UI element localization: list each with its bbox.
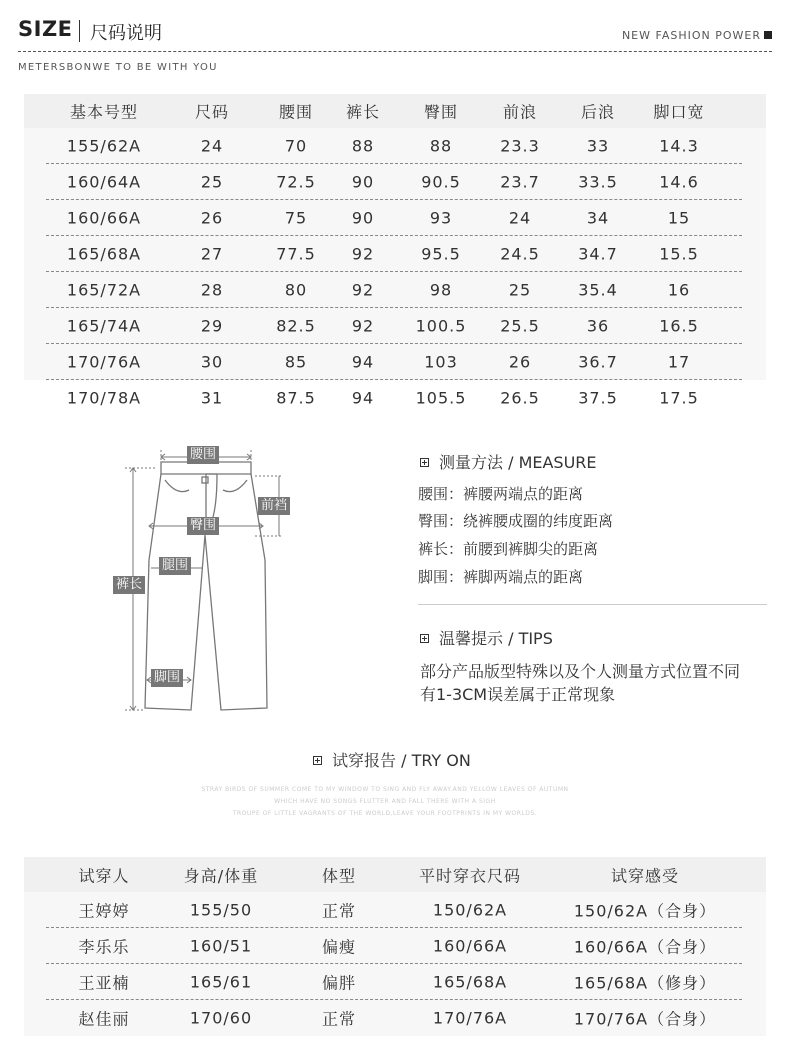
cell-body-type: 正常 [321, 901, 357, 921]
cell-body-type: 正常 [321, 1009, 357, 1029]
cell-length: 92 [351, 316, 375, 336]
cell-hip: 95.5 [421, 244, 461, 264]
cell-hip: 93 [429, 208, 453, 228]
hem-label: 脚围 [151, 669, 183, 687]
tryon-title: 试穿报告 / TRY ON [332, 751, 471, 770]
cell-length: 90 [351, 172, 375, 192]
col-back-rise: 后浪 [580, 102, 616, 122]
col-fit-feel: 试穿感受 [610, 866, 680, 885]
cell-usual-size: 170/76A [432, 1008, 508, 1028]
cell-hem-width: 17 [667, 352, 691, 372]
cell-hip: 100.5 [415, 316, 467, 336]
decorative-text: STRAY BIRDS OF SUMMER COME TO MY WINDOW TO SING AND FLY AWAY.AND YELLOW LEAVES OF AUTUMN [201, 786, 569, 793]
size-guide-title: 尺码说明 [90, 23, 162, 44]
col-hip: 臀围 [423, 102, 459, 122]
col-waist: 腰围 [278, 102, 314, 122]
cell-fit-feel: 170/76A（合身） [573, 1009, 717, 1029]
cell-length: 92 [351, 280, 375, 300]
cell-body-type: 偏胖 [321, 973, 357, 993]
cell-back-rise: 33.5 [578, 172, 618, 192]
cell-basic-size: 170/78A [66, 388, 142, 408]
slogan-text: NEW FASHION POWER [621, 29, 761, 42]
tips-line: 有1-3CM误差属于正常现象 [420, 685, 616, 704]
cell-length: 90 [351, 208, 375, 228]
cell-basic-size: 170/76A [66, 352, 142, 372]
table-row [24, 236, 766, 272]
decorative-text: WHICH HAVE NO SONGS FLUTTER AND FALL THERE WITH A SIGH [274, 798, 496, 805]
brand-subtitle: METERSBONWE TO BE WITH YOU [18, 62, 218, 73]
measure-line: 脚围：裤脚两端点的距离 [418, 568, 584, 586]
size-table [24, 94, 766, 416]
cell-back-rise: 37.5 [578, 388, 618, 408]
cell-waist: 70 [284, 136, 308, 156]
pants-diagram [105, 440, 305, 720]
cell-tester: 王亚楠 [78, 973, 130, 993]
cell-waist: 72.5 [276, 172, 316, 192]
thigh-label: 腿围 [159, 557, 191, 575]
table-row [24, 1000, 766, 1036]
cell-hip: 105.5 [415, 388, 467, 408]
cell-hip: 90.5 [421, 172, 461, 192]
cell-back-rise: 35.4 [578, 280, 618, 300]
cell-back-rise: 36 [586, 316, 610, 336]
cell-basic-size: 165/72A [66, 280, 142, 300]
col-tester: 试穿人 [78, 866, 130, 885]
measure-title: 测量方法 / MEASURE [439, 453, 597, 472]
tips-heading [420, 626, 553, 649]
cell-height-weight: 165/61 [189, 972, 253, 992]
header-separator [79, 20, 80, 42]
cell-length: 88 [351, 136, 375, 156]
cell-hem-width: 16 [667, 280, 691, 300]
cell-back-rise: 33 [586, 136, 610, 156]
cell-tester: 赵佳丽 [78, 1009, 130, 1029]
col-basic-size: 基本号型 [69, 102, 139, 122]
length-label: 裤长 [113, 576, 145, 594]
front-rise-label: 前裆 [258, 497, 290, 515]
measure-line: 臀围：绕裤腰成圈的纬度距离 [418, 512, 614, 530]
col-length: 裤长 [345, 102, 381, 122]
section-divider [418, 604, 767, 605]
cell-size: 26 [200, 208, 224, 228]
tips-line: 部分产品版型特殊以及个人测量方式位置不同 [420, 662, 741, 681]
measure-heading [420, 450, 597, 473]
cell-fit-feel: 160/66A（合身） [573, 937, 717, 957]
cell-size: 25 [200, 172, 224, 192]
cell-waist: 75 [284, 208, 308, 228]
cell-front-rise: 24.5 [500, 244, 540, 264]
cell-hip: 98 [429, 280, 453, 300]
waist-label: 腰围 [187, 446, 219, 464]
cell-basic-size: 165/68A [66, 244, 142, 264]
cell-basic-size: 160/66A [66, 208, 142, 228]
cell-fit-feel: 150/62A（合身） [573, 901, 717, 921]
cell-height-weight: 160/51 [189, 936, 253, 956]
table-row [24, 272, 766, 308]
plus-square-icon [420, 634, 429, 643]
cell-size: 28 [200, 280, 224, 300]
col-body-type: 体型 [321, 866, 357, 885]
cell-front-rise: 25.5 [500, 316, 540, 336]
cell-height-weight: 155/50 [189, 900, 253, 920]
cell-front-rise: 23.3 [500, 136, 540, 156]
cell-hem-width: 17.5 [659, 388, 699, 408]
size-table-header [24, 94, 766, 128]
tryon-table-header [24, 857, 766, 892]
cell-basic-size: 165/74A [66, 316, 142, 336]
decorative-text: TROUPE OF LITTLE VAGRANTS OF THE WORLD,LEAVE YOUR FOOTPRINTS IN MY WORLDS. [232, 810, 538, 817]
cell-hem-width: 14.3 [659, 136, 699, 156]
plus-square-icon [313, 756, 322, 765]
col-hem-width: 脚口宽 [653, 102, 705, 122]
tips-title: 温馨提示 / TIPS [439, 629, 553, 648]
cell-height-weight: 170/60 [189, 1008, 253, 1028]
cell-fit-feel: 165/68A（修身） [573, 973, 717, 993]
cell-waist: 82.5 [276, 316, 316, 336]
cell-front-rise: 26 [508, 352, 532, 372]
cell-basic-size: 155/62A [66, 136, 142, 156]
header-divider [18, 51, 772, 52]
cell-front-rise: 23.7 [500, 172, 540, 192]
cell-back-rise: 36.7 [578, 352, 618, 372]
table-row [24, 308, 766, 344]
cell-front-rise: 24 [508, 208, 532, 228]
col-height-weight: 身高/体重 [183, 866, 259, 885]
size-heading: SIZE [18, 17, 73, 41]
col-front-rise: 前浪 [502, 102, 538, 122]
square-icon [764, 31, 772, 39]
cell-usual-size: 160/66A [432, 936, 508, 956]
table-row [24, 200, 766, 236]
cell-hem-width: 15.5 [659, 244, 699, 264]
table-row [24, 128, 766, 164]
cell-front-rise: 26.5 [500, 388, 540, 408]
cell-waist: 80 [284, 280, 308, 300]
cell-waist: 77.5 [276, 244, 316, 264]
cell-front-rise: 25 [508, 280, 532, 300]
table-row [24, 380, 766, 416]
cell-size: 31 [200, 388, 224, 408]
cell-size: 27 [200, 244, 224, 264]
slogan [622, 29, 772, 42]
cell-size: 24 [200, 136, 224, 156]
table-row [24, 344, 766, 380]
table-row [24, 964, 766, 1000]
tryon-heading [313, 748, 471, 771]
measure-line: 腰围：裤腰两端点的距离 [418, 485, 584, 503]
hip-label: 臀围 [187, 517, 219, 535]
cell-hem-width: 14.6 [659, 172, 699, 192]
plus-square-icon [420, 458, 429, 467]
cell-length: 94 [351, 388, 375, 408]
cell-back-rise: 34 [586, 208, 610, 228]
cell-back-rise: 34.7 [578, 244, 618, 264]
cell-tester: 李乐乐 [78, 937, 130, 957]
table-row [24, 892, 766, 928]
table-row [24, 928, 766, 964]
col-size: 尺码 [194, 102, 230, 122]
tryon-table [24, 857, 766, 1036]
cell-length: 92 [351, 244, 375, 264]
cell-hem-width: 15 [667, 208, 691, 228]
cell-length: 94 [351, 352, 375, 372]
cell-size: 29 [200, 316, 224, 336]
tips-text [420, 660, 740, 706]
cell-waist: 87.5 [276, 388, 316, 408]
cell-waist: 85 [284, 352, 308, 372]
cell-hip: 88 [429, 136, 453, 156]
cell-size: 30 [200, 352, 224, 372]
cell-hip: 103 [424, 352, 458, 372]
cell-usual-size: 150/62A [432, 900, 508, 920]
table-row [24, 164, 766, 200]
cell-body-type: 偏瘦 [321, 937, 357, 957]
cell-basic-size: 160/64A [66, 172, 142, 192]
cell-usual-size: 165/68A [432, 972, 508, 992]
col-usual-size: 平时穿衣尺码 [418, 866, 522, 885]
cell-tester: 王婷婷 [78, 901, 130, 921]
cell-hem-width: 16.5 [659, 316, 699, 336]
measure-line: 裤长：前腰到裤脚尖的距离 [418, 540, 599, 558]
